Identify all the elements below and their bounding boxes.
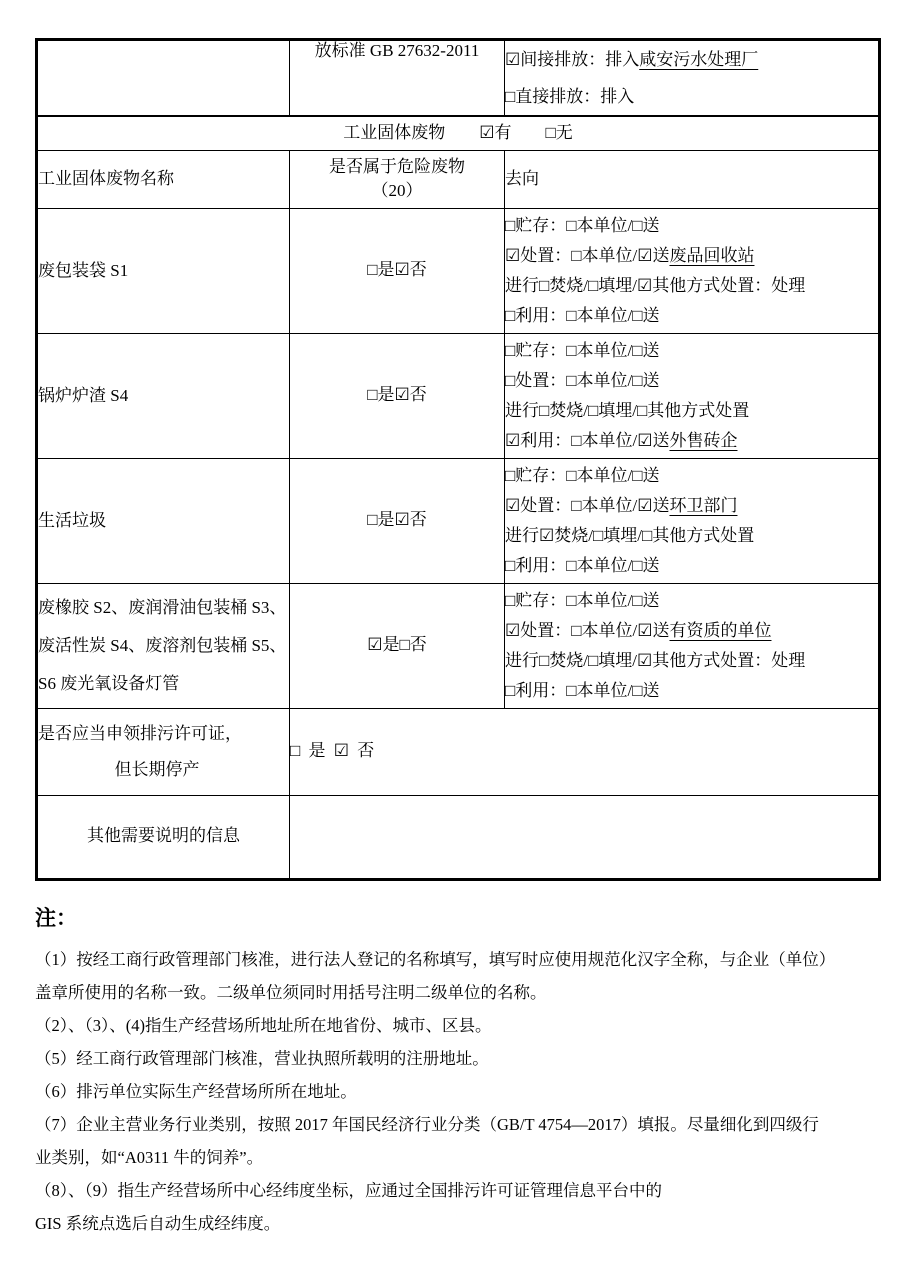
destination-line: □贮存：□本单位/□送 <box>505 465 660 485</box>
note-line: （5）经工商行政管理部门核准，营业执照所载明的注册地址。 <box>35 1049 489 1068</box>
note-line: （2）、（3）、(4)指生产经营场所地址所在地省份、城市、区县。 <box>35 1016 492 1035</box>
destination-line: 进行□焚烧/□填埋/☑其他方式处置：处理 <box>505 650 806 670</box>
waste-name-cell: 锅炉炉渣 S4 <box>37 333 290 458</box>
destination-line: □利用：□本单位/□送 <box>505 680 660 700</box>
indirect-discharge-text: ☑间接排放：排入 <box>505 50 640 69</box>
hazardous-checkbox-cell: ☑是□否 <box>290 583 505 708</box>
direct-discharge-line <box>505 78 878 115</box>
destination-cell <box>505 333 880 458</box>
waste-row <box>37 583 880 708</box>
destination-line: □贮存：□本单位/□送 <box>505 340 660 360</box>
other-info-row <box>37 795 880 879</box>
permit-question-line2: 但长期停产 <box>114 759 200 779</box>
destination-line: ☑处置：□本单位/☑送有资质的单位 <box>505 620 772 640</box>
destination-line: □处置：□本单位/□送 <box>505 370 660 390</box>
permit-question-row <box>37 708 880 795</box>
note-line: （8）、（9）指生产经营场所中心经纬度坐标，应通过全国排污许可证管理信息平台中的 <box>35 1181 662 1200</box>
other-info-label-cell: 其他需要说明的信息 <box>37 795 290 879</box>
waste-name-cell: 废橡胶 S2、废润滑油包装桶 S3、废活性炭 S4、废溶剂包装桶 S5、S6 废光氧设备灯管 <box>37 583 290 708</box>
note-line: GIS 系统点选后自动生成经纬度。 <box>35 1214 281 1233</box>
direct-discharge-text: □直接排放：排入 <box>505 87 635 106</box>
hazardous-checkbox-cell: □是☑否 <box>290 333 505 458</box>
hazardous-header <box>290 150 505 208</box>
waste-row <box>37 458 880 583</box>
waste-name-cell: 废包装袋 S1 <box>37 208 290 333</box>
solid-waste-banner-row <box>37 116 880 150</box>
destination-line: 进行□焚烧/□填埋/□其他方式处置 <box>505 400 750 420</box>
destination-line: ☑处置：□本单位/☑送环卫部门 <box>505 495 738 515</box>
notes-section <box>35 905 895 1240</box>
note-line: 盖章所使用的名称一致。二级单位须同时用括号注明二级单位的名称。 <box>35 983 547 1002</box>
hazardous-header-line1: 是否属于危险废物 <box>329 157 465 176</box>
discharge-route-cell <box>505 40 880 117</box>
destination-line: □利用：□本单位/□送 <box>505 555 660 575</box>
notes-body <box>35 943 895 1240</box>
destination-header: 去向 <box>505 150 880 208</box>
empty-cell <box>37 40 290 117</box>
destination-cell <box>505 208 880 333</box>
permit-question-line1: 是否应当申领排污许可证， <box>38 723 242 743</box>
note-line: 业类别，如“A0311 牛的饲养”。 <box>35 1148 264 1167</box>
note-line: （1）按经工商行政管理部门核准，进行法人登记的名称填写，填写时应使用规范化汉字全称，与企业（单位） <box>35 950 836 969</box>
destination-cell <box>505 458 880 583</box>
solid-waste-header-row <box>37 150 880 208</box>
destination-line: 进行☑焚烧/□填埋/□其他方式处置 <box>505 525 755 545</box>
waste-name-cell: 生活垃圾 <box>37 458 290 583</box>
permit-question-cell <box>37 708 290 795</box>
waste-row <box>37 208 880 333</box>
destination-line: 进行□焚烧/□填埋/☑其他方式处置：处理 <box>505 275 806 295</box>
waste-row <box>37 333 880 458</box>
hazardous-header-line2: （20） <box>371 181 423 200</box>
other-info-value-cell <box>290 795 880 879</box>
destination-cell <box>505 583 880 708</box>
indirect-discharge-target: 咸安污水处理厂 <box>639 50 759 69</box>
pollutant-registration-table <box>35 38 881 881</box>
hazardous-checkbox-cell: □是☑否 <box>290 458 505 583</box>
emission-standard-cell <box>290 40 505 117</box>
emission-standard-text: 放标准 GB 27632-2011 <box>314 41 480 60</box>
destination-line: □贮存：□本单位/□送 <box>505 590 660 610</box>
destination-line: □贮存：□本单位/□送 <box>505 215 660 235</box>
permit-answer-cell: □ 是 ☑ 否 <box>290 708 880 795</box>
destination-line: □利用：□本单位/□送 <box>505 305 660 325</box>
discharge-standard-row <box>37 40 880 117</box>
notes-title: 注： <box>35 906 77 930</box>
waste-name-header: 工业固体废物名称 <box>37 150 290 208</box>
destination-line: ☑利用：□本单位/☑送外售砖企 <box>505 430 738 450</box>
indirect-discharge-line <box>505 41 878 78</box>
destination-line: ☑处置：□本单位/☑送废品回收站 <box>505 245 755 265</box>
note-line: （6）排污单位实际生产经营场所所在地址。 <box>35 1082 357 1101</box>
solid-waste-banner: 工业固体废物 ☑有 □无 <box>37 116 880 150</box>
note-line: （7）企业主营业务行业类别，按照 2017 年国民经济行业分类（GB/T 4754—2017）填报。尽量细化到四级行 <box>35 1115 819 1134</box>
hazardous-checkbox-cell: □是☑否 <box>290 208 505 333</box>
